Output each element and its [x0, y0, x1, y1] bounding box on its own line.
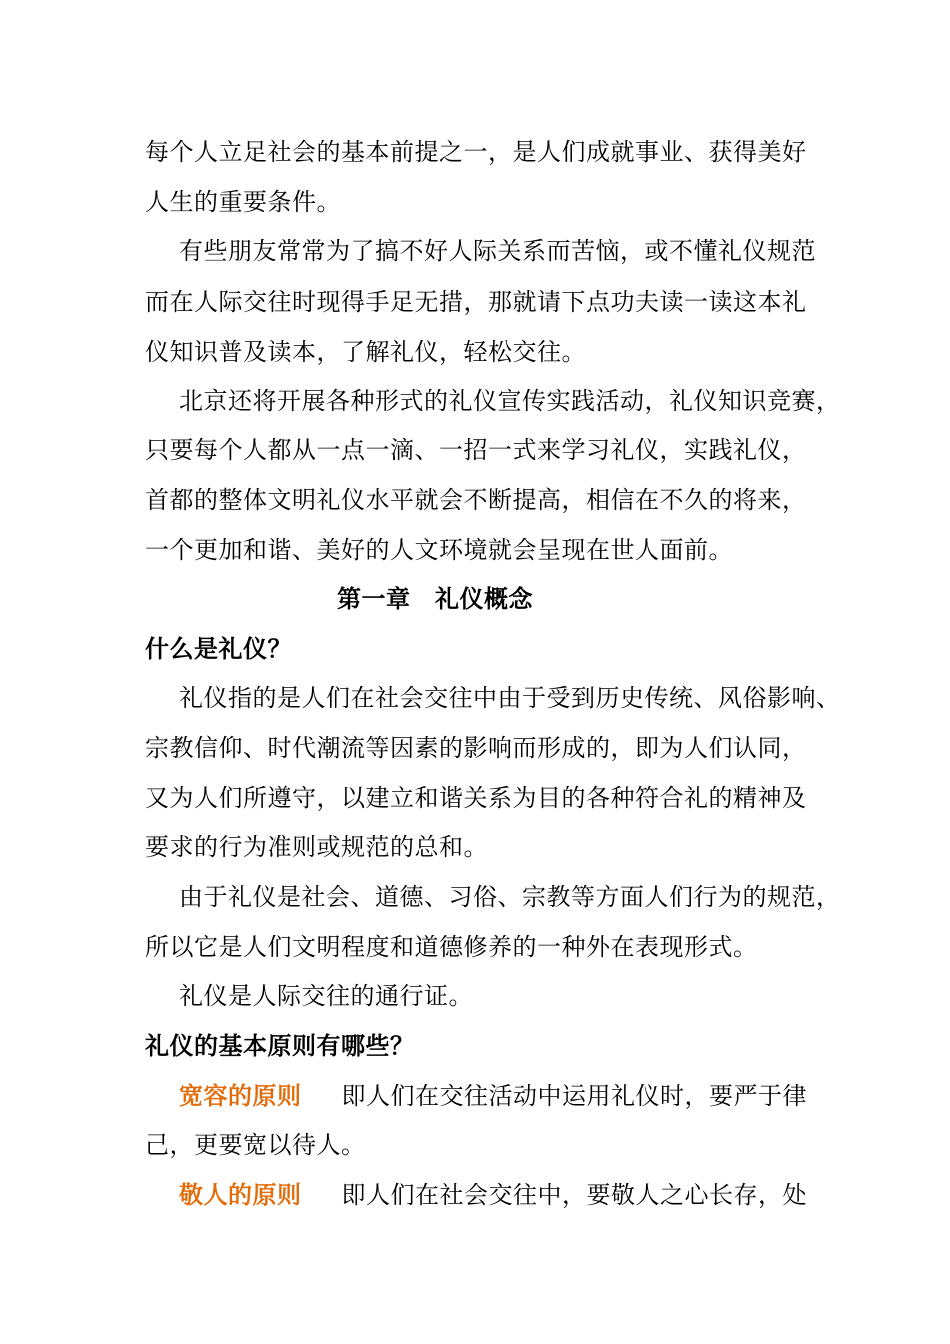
principle-line [179, 1081, 807, 1111]
principle-term: 宽容的原则 [179, 1082, 302, 1110]
paragraph-line: 宗教信仰、时代潮流等因素的影响而形成的，即为人们认同， [145, 734, 807, 762]
paragraph-line: 所以它是人们文明程度和道德修养的一种外在表现形式。 [145, 933, 758, 961]
paragraph-line: 北京还将开展各种形式的礼仪宣传实践活动，礼仪知识竞赛， [179, 387, 841, 415]
section-heading: 什么是礼仪？ [145, 635, 292, 663]
paragraph-line: 有些朋友常常为了搞不好人际关系而苦恼，或不懂礼仪规范 [179, 237, 816, 265]
paragraph-line: 由于礼仪是社会、道德、习俗、宗教等方面人们行为的规范， [179, 883, 841, 911]
chapter-title: 第一章 礼仪概念 [337, 585, 533, 613]
paragraph-line: 又为人们所遵守，以建立和谐关系为目的各种符合礼的精神及 [145, 784, 807, 812]
paragraph-line: 己，更要宽以待人。 [145, 1131, 366, 1159]
principle-term: 敬人的原则 [179, 1181, 302, 1209]
section-heading: 礼仪的基本原则有哪些？ [145, 1032, 415, 1060]
paragraph-line: 首都的整体文明礼仪水平就会不断提高，相信在不久的将来， [145, 486, 807, 514]
principle-line [179, 1180, 807, 1210]
paragraph-line: 每个人立足社会的基本前提之一，是人们成就事业、获得美好 [145, 138, 807, 166]
principle-text: 即人们在交往活动中运用礼仪时，要严于律 [341, 1082, 807, 1110]
paragraph-line: 要求的行为准则或规范的总和。 [145, 833, 488, 861]
principle-text: 即人们在社会交往中，要敬人之心长存，处 [341, 1181, 807, 1209]
paragraph-line: 一个更加和谐、美好的人文环境就会呈现在世人面前。 [145, 536, 733, 564]
paragraph-line: 人生的重要条件。 [145, 188, 341, 216]
paragraph-line: 礼仪是人际交往的通行证。 [179, 982, 473, 1010]
paragraph-line: 礼仪指的是人们在社会交往中由于受到历史传统、风俗影响、 [179, 684, 841, 712]
paragraph-line: 而在人际交往时现得手足无措，那就请下点功夫读一读这本礼 [145, 288, 807, 316]
paragraph-line: 只要每个人都从一点一滴、一招一式来学习礼仪，实践礼仪， [145, 436, 807, 464]
paragraph-line: 仪知识普及读本，了解礼仪，轻松交往。 [145, 338, 586, 366]
